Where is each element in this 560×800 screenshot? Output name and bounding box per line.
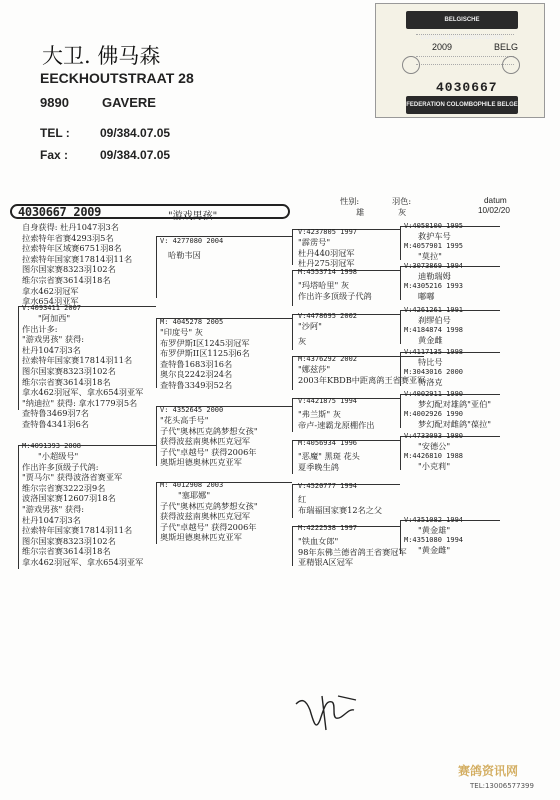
g8-block: M:4222538 1997 "铁血女郎" 98年东佛兰德省鸽王省赛冠军 亚精银A区冠军	[298, 524, 407, 568]
fax-value: 09/384.07.05	[100, 148, 171, 162]
sd-block: M: 4045278 2005 "印度号" 灰 布罗伊斯I区1245羽冠军 布罗伊斯II区1125羽6名 查特鲁1683羽16名 奥尔良2242羽24名 查特鲁3349羽52名	[160, 318, 250, 390]
ss-block: V: 4277080 2004 哈勒韦因	[160, 237, 224, 260]
sire-name: "阿加西"	[38, 313, 71, 323]
color-value: 灰	[398, 207, 407, 217]
owner-street: EECKHOUTSTRAAT 28	[40, 70, 194, 86]
g1-block: V:4237805 1997 "霹雳号" 杜丹440羽冠军 杜丹275羽冠军	[298, 228, 358, 269]
gg-r2: M:4351080 1994	[404, 535, 464, 544]
gg-n1: 特比号	[418, 357, 443, 367]
tel-label: TEL :	[40, 126, 70, 140]
owner-zip: 9890	[40, 95, 69, 110]
sire-ring: V:4093411 2007	[22, 304, 82, 312]
fax-label: Fax :	[40, 148, 69, 162]
stamp-seal-icon	[402, 56, 420, 74]
result-line: 拿水462羽冠军	[22, 285, 79, 296]
gg-r1: V:4261261 1991	[404, 306, 464, 314]
main-ring: 4030667 2009	[18, 205, 102, 219]
gg-pair	[404, 222, 463, 261]
gg-r2: M:4057901 1995	[404, 241, 464, 250]
gg-r2: M:4002926 1990	[404, 409, 464, 418]
g3-block: V:4478695 2002 "沙阿" 灰	[298, 312, 358, 346]
color-label: 羽色:	[392, 196, 412, 206]
gg-n1: "安德公"	[418, 441, 451, 451]
date-value: 10/02/20	[478, 206, 510, 215]
gg-r2: M:4184874 1998	[404, 325, 464, 334]
gg-r2: M:4305216 1993	[404, 281, 464, 290]
g5-block: V:4421875 1994 "弗兰斯" 灰 帝卢-速霸龙原棚作出	[298, 397, 375, 430]
g6-block: M:4056934 1996 "恶魔" 黑斑 花头 夏季晚生鸽	[298, 439, 360, 472]
gg-n1: 救护车号	[418, 231, 451, 241]
dd-block: M: 4012908 2003 "塞耶娜" 子代"奥林匹克鸽梦想女孩" 获得波兹南奥林匹克冠军 子代"卓越号" 获得2006年 奥斯坦德奥林匹克亚军	[160, 481, 258, 543]
owner-city: GAVERE	[102, 95, 156, 110]
ring-stamp	[375, 3, 545, 118]
main-name: "游戏男孩"	[168, 211, 218, 222]
signature-icon	[292, 690, 362, 740]
gg-r1: V:4733093 1980	[404, 432, 464, 440]
gg-n1: 梦幻配对雄鸽"亚伯"	[418, 399, 492, 409]
stamp-top-text: BELGISCHE DUIVENLIEFHEBBERSBOND	[406, 11, 518, 29]
stamp-ring-number: 4030667	[436, 80, 498, 95]
gg-r1: V:4058100 1995	[404, 222, 464, 230]
gg-n1: 刹缪伯号	[418, 315, 451, 325]
gg-n2: 嘟嘟	[418, 290, 435, 301]
gg-pair	[404, 516, 463, 555]
gg-pair	[404, 306, 463, 345]
ds-block: V: 4352645 2000 "花头高手号" 子代"奥林匹克鸽梦想女孩" 获得波兹南奥林匹克冠军 子代"卓越号" 获得2006年 奥斯坦德奥林匹克亚军	[160, 406, 258, 468]
gg-r1: V:4002911 1990	[404, 390, 464, 398]
result-line: 拿水654羽亚军	[22, 296, 79, 307]
gg-n2: 黄金雌	[418, 334, 443, 345]
date-label: datum	[484, 196, 507, 205]
stamp-year: 2009	[432, 42, 453, 52]
owner-name: 大卫. 佛马森	[42, 44, 161, 68]
gg-r1: V:3073869 1994	[404, 262, 464, 270]
gg-r2: M:4426810 1988	[404, 451, 464, 460]
stamp-seal-icon	[502, 56, 520, 74]
gg-n2: 梦幻配对雌鸽"葆拉"	[418, 418, 492, 429]
g2-block: M:4553714 1998 "玛塔哈里" 灰 作出许多顶级子代鸽	[298, 268, 372, 301]
sex-value: 雄	[356, 207, 365, 217]
dam-name: "小超级号"	[38, 451, 79, 461]
watermark-logo: 赛鸽资讯网	[458, 764, 519, 778]
result-line: 图尔国家赛8323羽102名	[22, 264, 116, 275]
stamp-bottom-text: FEDERATION COLOMBOPHILE BELGE	[406, 96, 518, 114]
gg-pair	[404, 348, 463, 387]
gg-n2: "黄金雌"	[418, 544, 451, 555]
gg-pair	[404, 262, 463, 301]
result-line: 拉索特年区域赛6751羽8名	[22, 243, 122, 254]
gg-pair	[404, 432, 463, 471]
gg-n1: "黄金雄"	[418, 525, 451, 535]
gg-r1: V:4117135 1998	[404, 348, 464, 356]
g4-block: M:4376292 2002 "娜兹莎" 2003年KBDB中距离鸽王省赛亚军	[298, 355, 426, 385]
dam-block: M:4091393 2008 "小超级号" 作出许多顶级子代鸽: "贾马尔" 获得波洛省赛亚军 维尔宗省赛3222羽9名 波洛国家赛12607羽18名 "游戏男孩" 获得: 杜丹1047羽3名 拉索特年国家赛17814羽11名 图尔国家赛8323羽102名 维尔宗省赛3614羽18名 拿水462羽冠军、拿水654羽亚军	[22, 442, 144, 567]
gg-n2: 特洛克	[418, 376, 443, 387]
result-line: 自身获得: 杜丹1047羽3名	[22, 222, 119, 232]
sex-label: 性别:	[340, 196, 360, 206]
result-line: 维尔宗省赛3614羽18名	[22, 274, 111, 285]
gg-r2: M:3043016 2000	[404, 367, 464, 376]
gg-r1: V:4351082 1994	[404, 516, 464, 524]
tel-value: 09/384.07.05	[100, 126, 171, 140]
stamp-country: BELG	[494, 42, 519, 52]
result-line: 拉索特年国家赛17814羽11名	[22, 253, 133, 264]
gg-n2: "小克莉"	[418, 460, 451, 471]
gg-n1: 迪勒瑞姆	[418, 271, 451, 281]
g7-block: V:4520777 1994 红 布瑞福国家赛12名之父	[298, 482, 383, 515]
dam-ring: M:4091393 2008	[22, 442, 82, 450]
gg-pair	[404, 390, 491, 429]
sire-block: V:4093411 2007 "阿加西" 作出计多: "游戏男孩" 获得: 杜丹1047羽3名 拉索特年国家赛17814羽11名 图尔国家赛8323羽102名 维尔宗省赛3614羽18名 拿水462羽冠军、拿水654羽亚军 "纳迪拉" 获得: 拿水1779羽5名 查特鲁3469羽7名 查特鲁4341羽6名	[22, 304, 144, 429]
result-line: 拉索特年省赛4293羽5名	[22, 232, 114, 243]
main-results	[22, 222, 132, 307]
watermark-text: TEL:13006577399	[470, 782, 534, 790]
gg-n2: "莫拉"	[418, 250, 442, 261]
